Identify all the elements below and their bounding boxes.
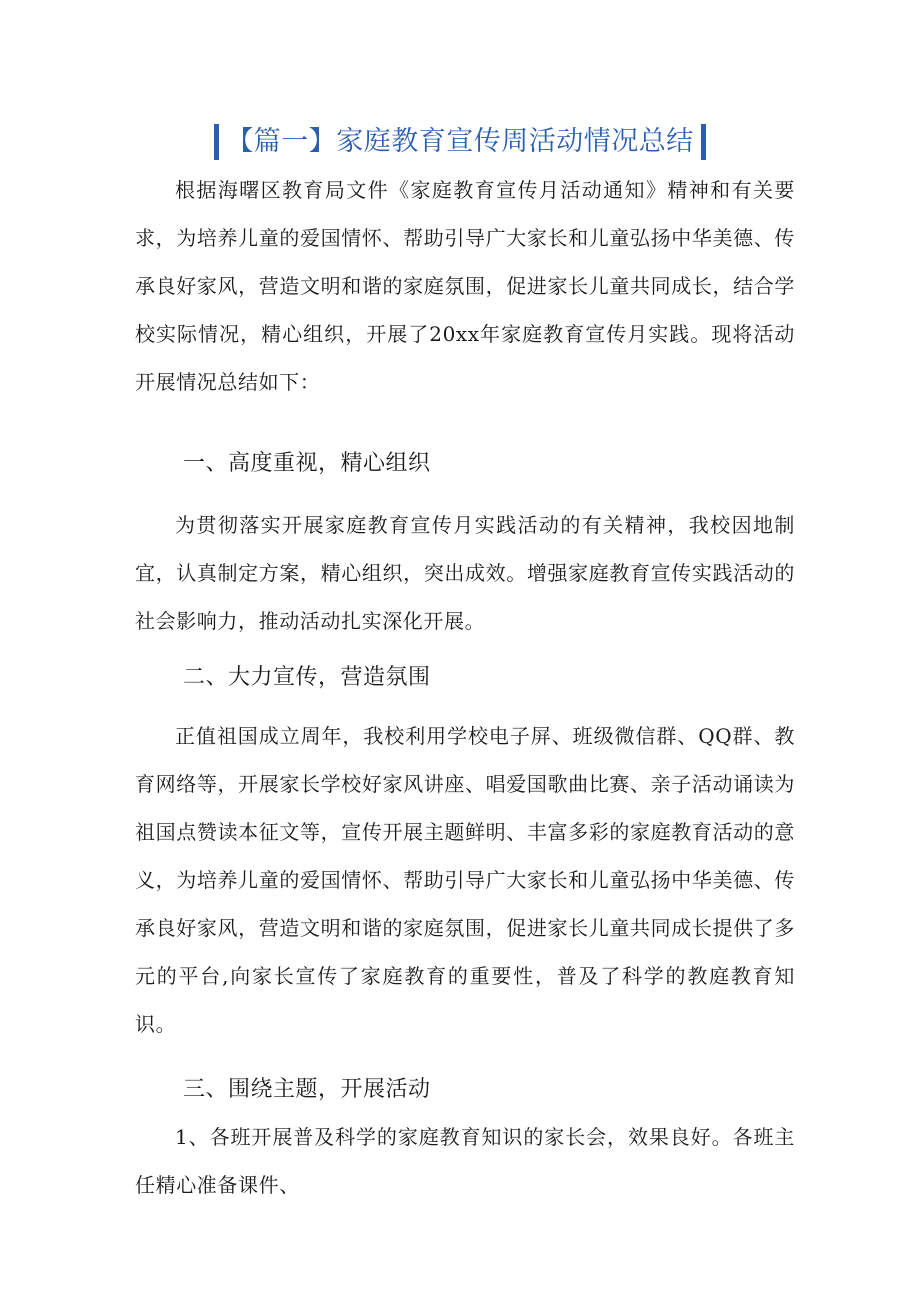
intro-paragraph: 根据海曙区教育局文件《家庭教育宣传月活动通知》精神和有关要求，为培养儿童的爱国情怀、帮助引导广大家长和儿童弘扬中华美德、传承良好家风，营造文明和谐的家庭氛围，促进家长儿童共同成长，结合学校实际情况，精心组织，开展了20xx年家庭教育宣传月实践。现将活动开展情况总结如下： (135, 178, 795, 394)
section-body-3: 1、各班开展普及科学的家庭教育知识的家长会，效果良好。各班主任精心准备课件、 (135, 1125, 795, 1197)
section-heading-3: 三、围绕主题，开展活动 (183, 1077, 431, 1102)
section-heading-2: 二、大力宣传，营造氛围 (183, 665, 431, 690)
title-bar-right (701, 124, 706, 160)
title-block (0, 120, 920, 164)
title-bar-left (214, 124, 219, 160)
document-title-text: 【篇一】家庭教育宣传周活动情况总结 (226, 126, 694, 157)
document-title (207, 120, 713, 164)
section-body-1: 为贯彻落实开展家庭教育宣传月实践活动的有关精神，我校因地制宜，认真制定方案，精心组织，突出成效。增强家庭教育宣传实践活动的社会影响力，推动活动扎实深化开展。 (135, 513, 795, 633)
section-heading-1: 一、高度重视，精心组织 (183, 451, 431, 476)
section-body-2: 正值祖国成立周年，我校利用学校电子屏、班级微信群、QQ群、教育网络等，开展家长学校好家风讲座、唱爱国歌曲比赛、亲子活动诵读为祖国点赞读本征文等，宣传开展主题鲜明、丰富多彩的家庭教育活动的意义，为培养儿童的爱国情怀、帮助引导广大家长和儿童弘扬中华美德、传承良好家风，营造文明和谐的家庭氛围，促进家长儿童共同成长提供了多元的平台,向家长宣传了家庭教育的重要性，普及了科学的教庭教育知识。 (135, 724, 795, 1036)
